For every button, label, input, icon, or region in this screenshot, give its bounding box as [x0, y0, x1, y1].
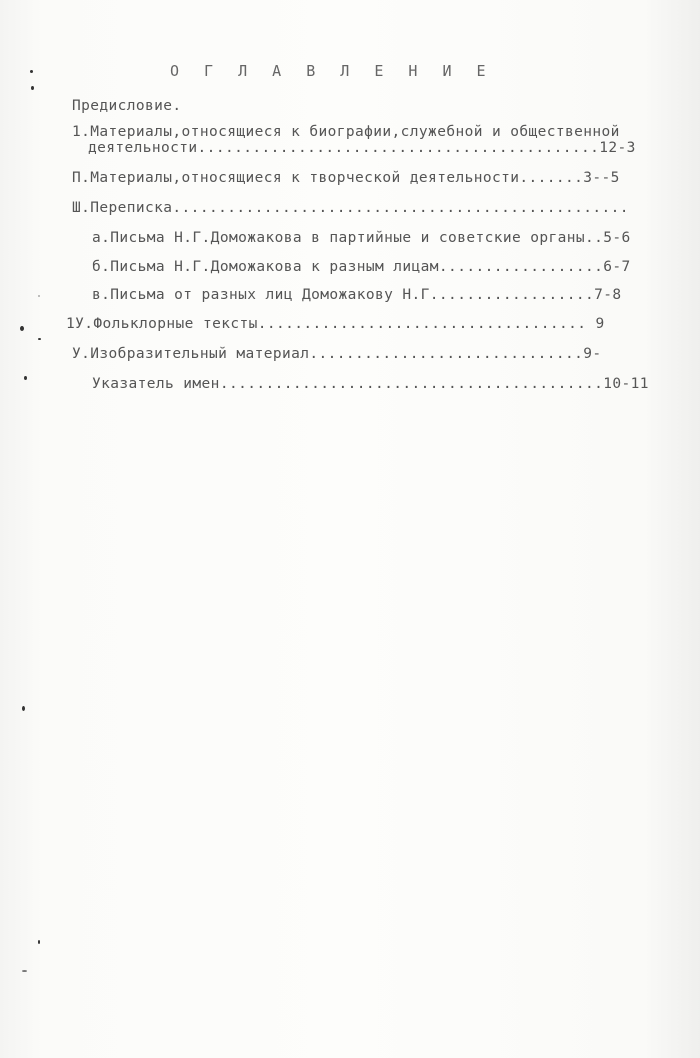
- scan-mark: [24, 376, 27, 380]
- scan-mark: [22, 706, 25, 711]
- scan-mark: [38, 295, 40, 297]
- scan-mark: [20, 326, 24, 331]
- page-title: О Г Л А В Л Е Н И Е: [170, 62, 494, 80]
- toc-entry-3c: в.Письма от разных лиц Доможакову Н.Г..................7-8: [92, 287, 622, 303]
- toc-entry-1-continued: деятельности............................................12-3: [88, 140, 636, 156]
- scan-mark: [30, 70, 33, 73]
- scan-mark: [38, 338, 41, 340]
- toc-entry-3b: б.Письма Н.Г.Доможакова к разным лицам..................6-7: [92, 259, 631, 275]
- toc-entry-4: 1У.Фольклорные тексты.................................... 9: [66, 316, 605, 332]
- toc-entry-3a: а.Письма Н.Г.Доможакова в партийные и советские органы..5-6: [92, 230, 631, 246]
- scan-mark: [22, 970, 27, 972]
- toc-entry-2: П.Материалы,относящиеся к творческой деятельности.......3--5: [72, 170, 620, 186]
- toc-entry-preface: Предисловие.: [72, 98, 182, 114]
- scan-mark: [31, 86, 34, 90]
- toc-entry-index: Указатель имен..........................................10-11: [92, 376, 649, 392]
- toc-entry-3: Ш.Переписка..................................................: [72, 200, 629, 216]
- toc-entry-5: У.Изобразительный материал..............................9-: [72, 346, 602, 362]
- toc-entry-1: 1.Материалы,относящиеся к биографии,служебной и общественной: [72, 124, 620, 140]
- scan-mark: [38, 940, 40, 944]
